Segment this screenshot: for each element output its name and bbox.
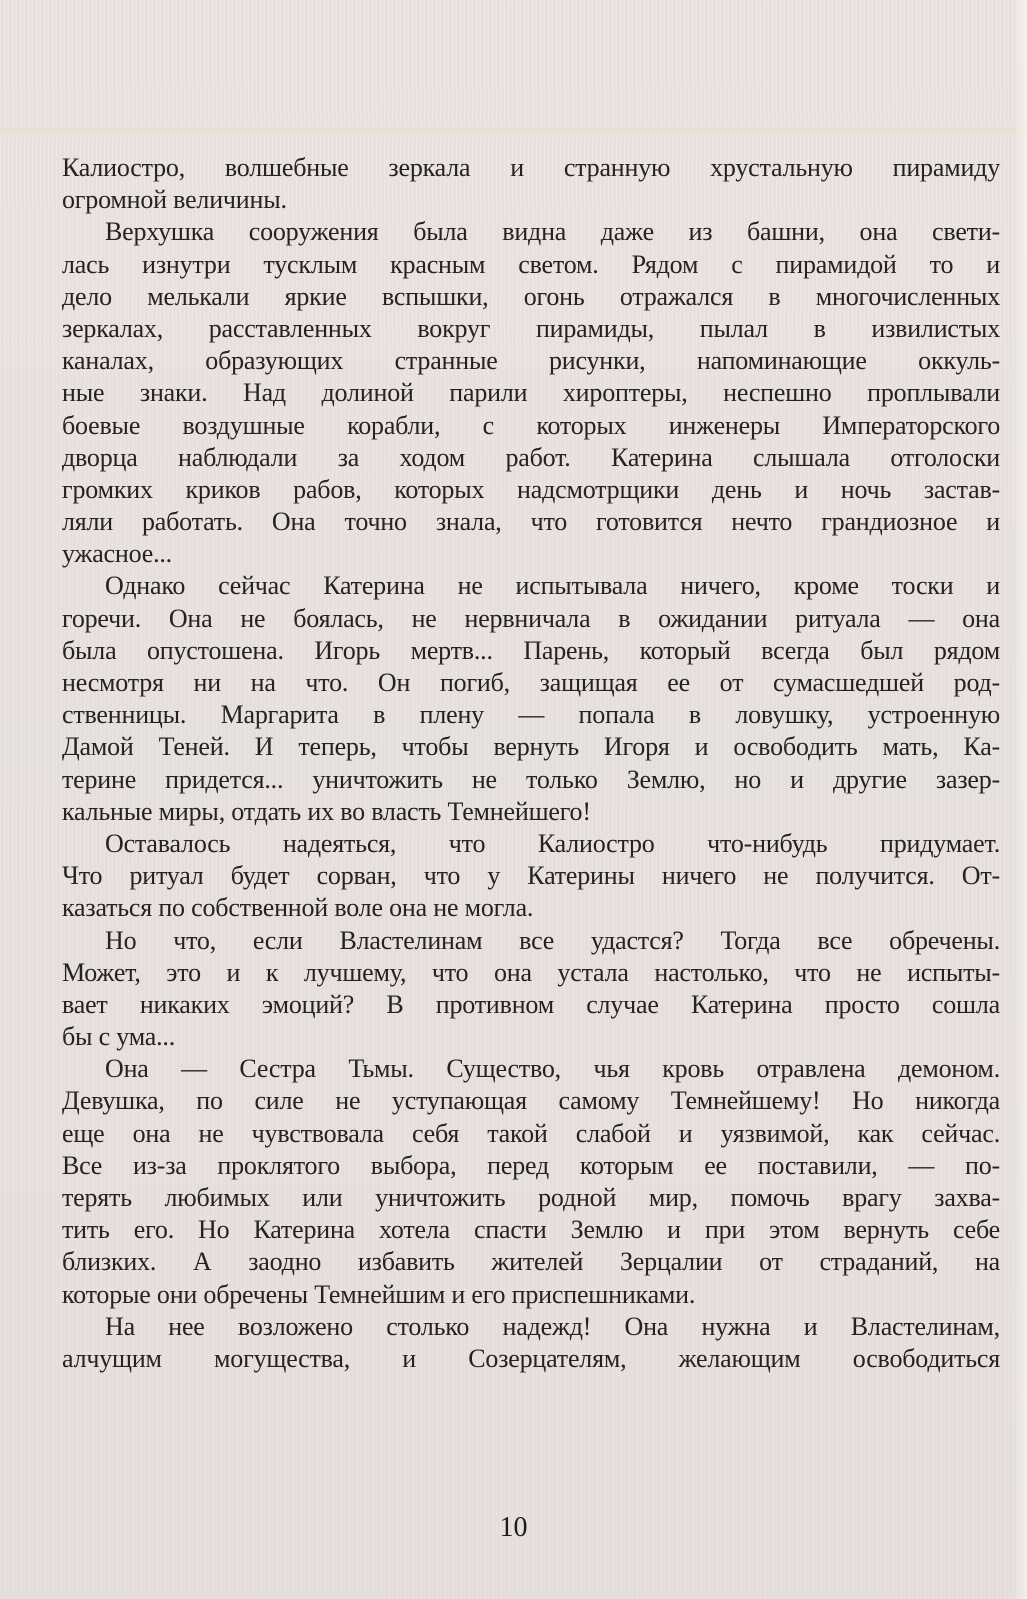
text-line: ные знаки. Над долиной парили хироптеры, неспешно проплывали xyxy=(62,378,1000,408)
text-line: тить его. Но Катерина хотела спасти Землю и при этом вернуть себе xyxy=(62,1215,1000,1245)
text-line: еще она не чувствовала себя такой слабой и уязвимой, как сейчас. xyxy=(62,1118,1000,1148)
scan-artifact-band xyxy=(0,124,1027,136)
paragraph xyxy=(62,1053,1000,1311)
text-line: Все из-за проклятого выбора, перед которым ее поставили, — по- xyxy=(62,1150,1000,1180)
text-line: кальные миры, отдать их во власть Темнейшего! xyxy=(62,796,591,826)
text-line: вает никаких эмоций? В противном случае Катерина просто сошла xyxy=(62,989,1000,1019)
text-line: терине придется... уничтожить не только Землю, но и другие зазер- xyxy=(62,764,1000,794)
text-line: была опустошена. Игорь мертв... Парень, который всегда был рядом xyxy=(62,635,1000,665)
text-line: близких. А заодно избавить жителей Зерцалии от страданий, на xyxy=(62,1247,1000,1277)
text-line: Дамой Теней. И теперь, чтобы вернуть Игоря и освободить мать, Ка- xyxy=(62,732,1000,762)
text-line: огромной величины. xyxy=(62,185,287,215)
text-line: Девушка, по силе не уступающая самому Темнейшему! Но никогда xyxy=(62,1086,1000,1116)
text-line: Оставалось надеяться, что Калиостро что-нибудь придумает. xyxy=(105,828,1000,858)
text-line: громких криков рабов, которых надсмотрщики день и ночь застав- xyxy=(62,474,1000,504)
text-line: Что ритуал будет сорван, что у Катерины ничего не получится. От- xyxy=(62,861,1000,891)
paragraph xyxy=(62,1311,1000,1375)
text-line: Она — Сестра Тьмы. Существо, чья кровь отравлена демоном. xyxy=(105,1054,1000,1084)
text-line: Однако сейчас Катерина не испытывала ничего, кроме тоски и xyxy=(105,571,1000,601)
text-line: ужасное... xyxy=(62,539,172,569)
text-line: бы с ума... xyxy=(62,1022,176,1052)
text-line: Верхушка сооружения была видна даже из башни, она свети- xyxy=(105,217,1000,247)
page-edge xyxy=(1013,0,1027,1599)
page-number: 10 xyxy=(499,1512,528,1543)
paragraph xyxy=(62,152,1000,216)
paragraph xyxy=(62,216,1000,570)
text-line: дворца наблюдали за ходом работ. Катерина слышала отголоски xyxy=(62,442,1000,472)
text-line: Но что, если Властелинам все удастся? Тогда все обречены. xyxy=(105,925,1000,955)
text-line: каналах, образующих странные рисунки, напоминающие оккуль- xyxy=(62,346,1000,376)
text-line: которые они обречены Темнейшим и его приспешниками. xyxy=(62,1279,696,1309)
paragraph xyxy=(62,828,1000,925)
text-line: дело мелькали яркие вспышки, огонь отражался в многочисленных xyxy=(62,281,1000,311)
text-line: алчущим могущества, и Созерцателям, желающим освободиться xyxy=(62,1343,1000,1373)
text-line: зеркалах, расставленных вокруг пирамиды, пылал в извилистых xyxy=(62,313,1000,343)
text-line: несмотря ни на что. Он погиб, защищая ее от сумасшедшей род- xyxy=(62,668,1000,697)
text-line: На нее возложено столько надежд! Она нужна и Властелинам, xyxy=(105,1311,1000,1341)
text-line: Калиостро, волшебные зеркала и странную хрустальную пирамиду xyxy=(62,153,1000,182)
text-line: ственницы. Маргарита в плену — попала в ловушку, устроенную xyxy=(62,700,1000,730)
body-text xyxy=(62,152,1000,1375)
text-line: Может, это и к лучшему, что она устала настолько, что не испыты- xyxy=(62,957,1000,987)
text-line: горечи. Она не боялась, не нервничала в ожидании ритуала — она xyxy=(62,603,1000,633)
text-line: боевые воздушные корабли, с которых инженеры Императорского xyxy=(62,410,1000,440)
text-line: ляли работать. Она точно знала, что готовится нечто грандиозное и xyxy=(62,507,1000,537)
text-line: терять любимых или уничтожить родной мир, помочь врагу захва- xyxy=(62,1183,1000,1212)
text-line: казаться по собственной воле она не могла. xyxy=(62,893,534,923)
paragraph xyxy=(62,925,1000,1054)
paragraph xyxy=(62,570,1000,828)
text-line: лась изнутри тусклым красным светом. Рядом с пирамидой то и xyxy=(62,249,1000,279)
